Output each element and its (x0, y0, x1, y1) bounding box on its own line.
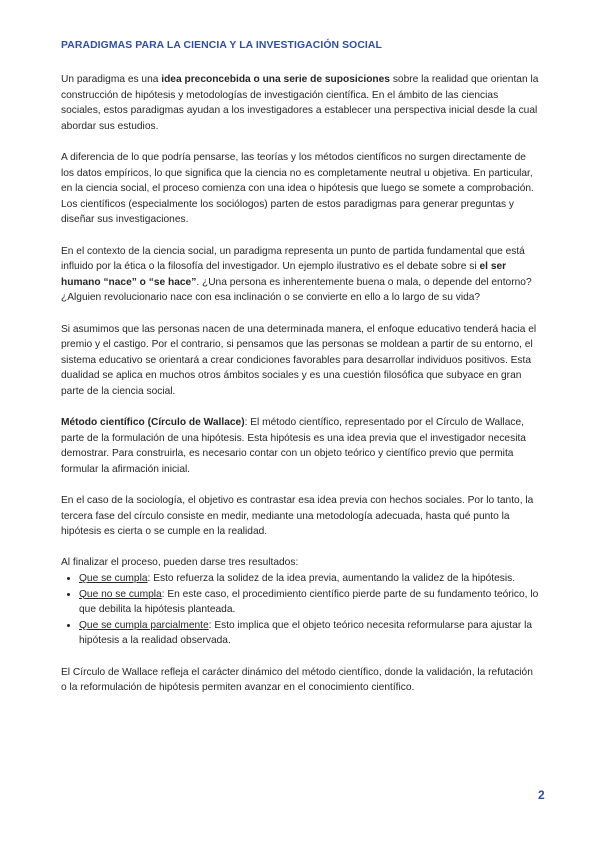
paragraph-education-approach: Si asumimos que las personas nacen de una determinada manera, el enfoque educativo tenderá hacia el premio y el castigo. Por el contrario, si pensamos que las personas se moldean a partir de su entorno, el sistema educativo se orientará a crear condiciones favorables para desarrollar individuos positivos. Esta dualidad se aplica en muchos otros ámbitos sociales y es una cuestión filosófica que subyace en gran parte de la ciencia social. (61, 323, 537, 397)
paragraph-scientific-method: Método científico (Círculo de Wallace): El método científico, representado por el Círculo de Wallace, parte de la formulación de una hipótesis. Esta hipótesis es una idea previa que el investigador necesita demostrar. Para construirla, es necesario contar con un objeto teórico y científico previo que permita formular la afirmación inicial. (61, 417, 526, 475)
paragraph-science-neutrality: A diferencia de lo que podría pensarse, las teorías y los métodos científicos no surgen directamente de los datos empíricos, lo que significa que la ciencia no es completamente neutral u objetiva. En particular, en la ciencia social, el proceso comienza con una idea o hipótesis que luego se somete a comprobación. Los científicos (especialmente los sociólogos) parten de estos paradigmas para generar preguntas y diseñar sus investigaciones. (61, 151, 534, 226)
page-title: PARADIGMAS PARA LA CIENCIA Y LA INVESTIGACIÓN SOCIAL (61, 40, 382, 51)
paragraph-results-intro: Al finalizar el proceso, pueden darse tres resultados: (61, 557, 299, 569)
paragraph-paradigm-definition: Un paradigma es una idea preconcebida o una serie de suposiciones sobre la realidad que orientan la construcción de hipótesis y metodologías de investigación científica. En el ámbito de las ciencias sociales, estos paradigmas ayudan a los investigadores a establecer una perspectiva inicial desde la cual abordar sus estudios. (61, 74, 539, 132)
list-item: • Que se cumpla parcialmente: Esto implica que el objeto teórico necesita reformularse para ajustar la hipótesis a la realidad observada. (79, 618, 539, 649)
result-term: Que se cumpla parcialmente (79, 619, 209, 631)
list-item: • Que no se cumpla: En este caso, el procedimiento científico pierde parte de su fundamento teórico, lo que debilita la hipótesis planteada. (79, 587, 539, 618)
result-term: Que no se cumpla (79, 588, 162, 600)
emphasis-preconceived-idea: idea preconcebida o una serie de suposiciones (161, 74, 390, 85)
result-term: Que se cumpla (79, 573, 148, 584)
results-list (61, 571, 539, 649)
list-item: • Que se cumpla: Esto refuerza la solidez de la idea previa, aumentando la validez de la hipótesis. (79, 571, 539, 587)
document-page (61, 40, 539, 711)
paragraph-social-science-context: En el contexto de la ciencia social, un paradigma representa un punto de partida fundamental que está influido por la ética o la filosofía del investigador. Un ejemplo ilustrativo es el debate sobre si el ser humano “nace” o “se hace”. ¿Una persona es inherentemente buena o mala, o depende del entorno? ¿Alguien revolucionario nace con esa inclinación o se convierte en ello a lo largo de su vida? (61, 245, 532, 304)
paragraph-conclusion: El Círculo de Wallace refleja el carácter dinámico del método científico, donde la validación, la refutación o la reformulación de hipótesis permiten avanzar en el conocimiento científico. (61, 666, 533, 694)
emphasis-nature-nurture: el ser humano “nace” o “se hace” (61, 261, 507, 288)
page-number: 2 (538, 788, 545, 802)
paragraph-sociology-objective: En el caso de la sociología, el objetivo es contrastar esa idea previa con hechos sociales. Por lo tanto, la tercera fase del círculo consiste en medir, mediante una metodología adecuada, hasta qué punto la hipótesis es cierta o se cumple en la realidad. (61, 495, 534, 538)
emphasis-wallace-circle: Método científico (Círculo de Wallace) (61, 417, 245, 429)
